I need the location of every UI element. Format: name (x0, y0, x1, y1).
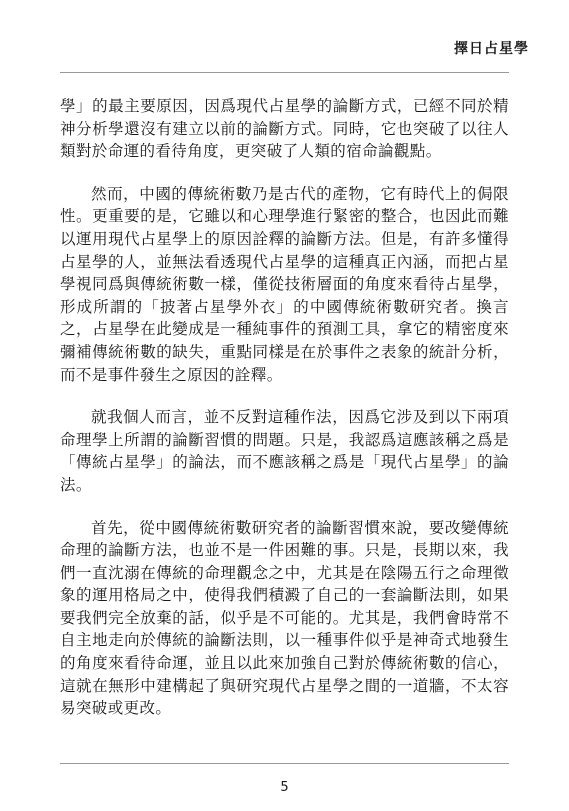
page-number: 5 (280, 780, 289, 795)
footer-rule (60, 763, 509, 764)
paragraph-1: 學」的最主要原因，因爲現代占星學的論斷方式，已經不同於精神分析學還沒有建立以前的論斷方式。同時，它也突破了以往人類對於命運的看待角度，更突破了人類的宿命論觀點。 (60, 97, 509, 161)
header-rule (60, 72, 509, 73)
running-header-title: 擇日占星學 (454, 41, 529, 57)
paragraph-2: 然而，中國的傳統術數乃是古代的產物，它有時代上的侷限性。更重要的是，它雖以和心理學進行緊密的整合，也因此而難以運用現代占星學上的原因詮釋的論斷方法。但是，有許多懂得占星學的人，並無法看透現代占星學的這種真正內涵，而把占星學視同爲與傳統術數一樣，僅從技術層面的角度來看待占星學，形成所謂的「披著占星學外衣」的中國傳統術數研究者。換言之，占星學在此變成是一種純事件的預測工具，拿它的精密度來彌補傳統術數的缺失，重點同樣是在於事件之表象的統計分析，而不是事件發生之原因的詮釋。 (60, 184, 509, 384)
body-text (60, 95, 509, 740)
paragraph-4: 首先，從中國傳統術數研究者的論斷習慣來說，要改變傳統命理的論斷方法，也並不是一件困難的事。只是，長期以來，我們一直沈溺在傳統的命理觀念之中，尤其是在陰陽五行之命理徵象的運用格局之中，使得我們積澱了自己的一套論斷法則，如果要我們完全放棄的話，似乎是不可能的。尤其是，我們會時常不自主地走向於傳統的論斷法則，以一種事件似乎是神奇式地發生的角度來看待命運，並且以此來加強自己對於傳統術數的信心，這就在無形中建構起了與研究現代占星學之間的一道牆，不太容易突破或更改。 (60, 518, 509, 718)
paragraph-3: 就我個人而言，並不反對這種作法，因爲它涉及到以下兩項命理學上所謂的論斷習慣的問題。只是，我認爲這應該稱之爲是「傳統占星學」的論法，而不應該稱之爲是「現代占星學」的論法。 (60, 408, 509, 494)
